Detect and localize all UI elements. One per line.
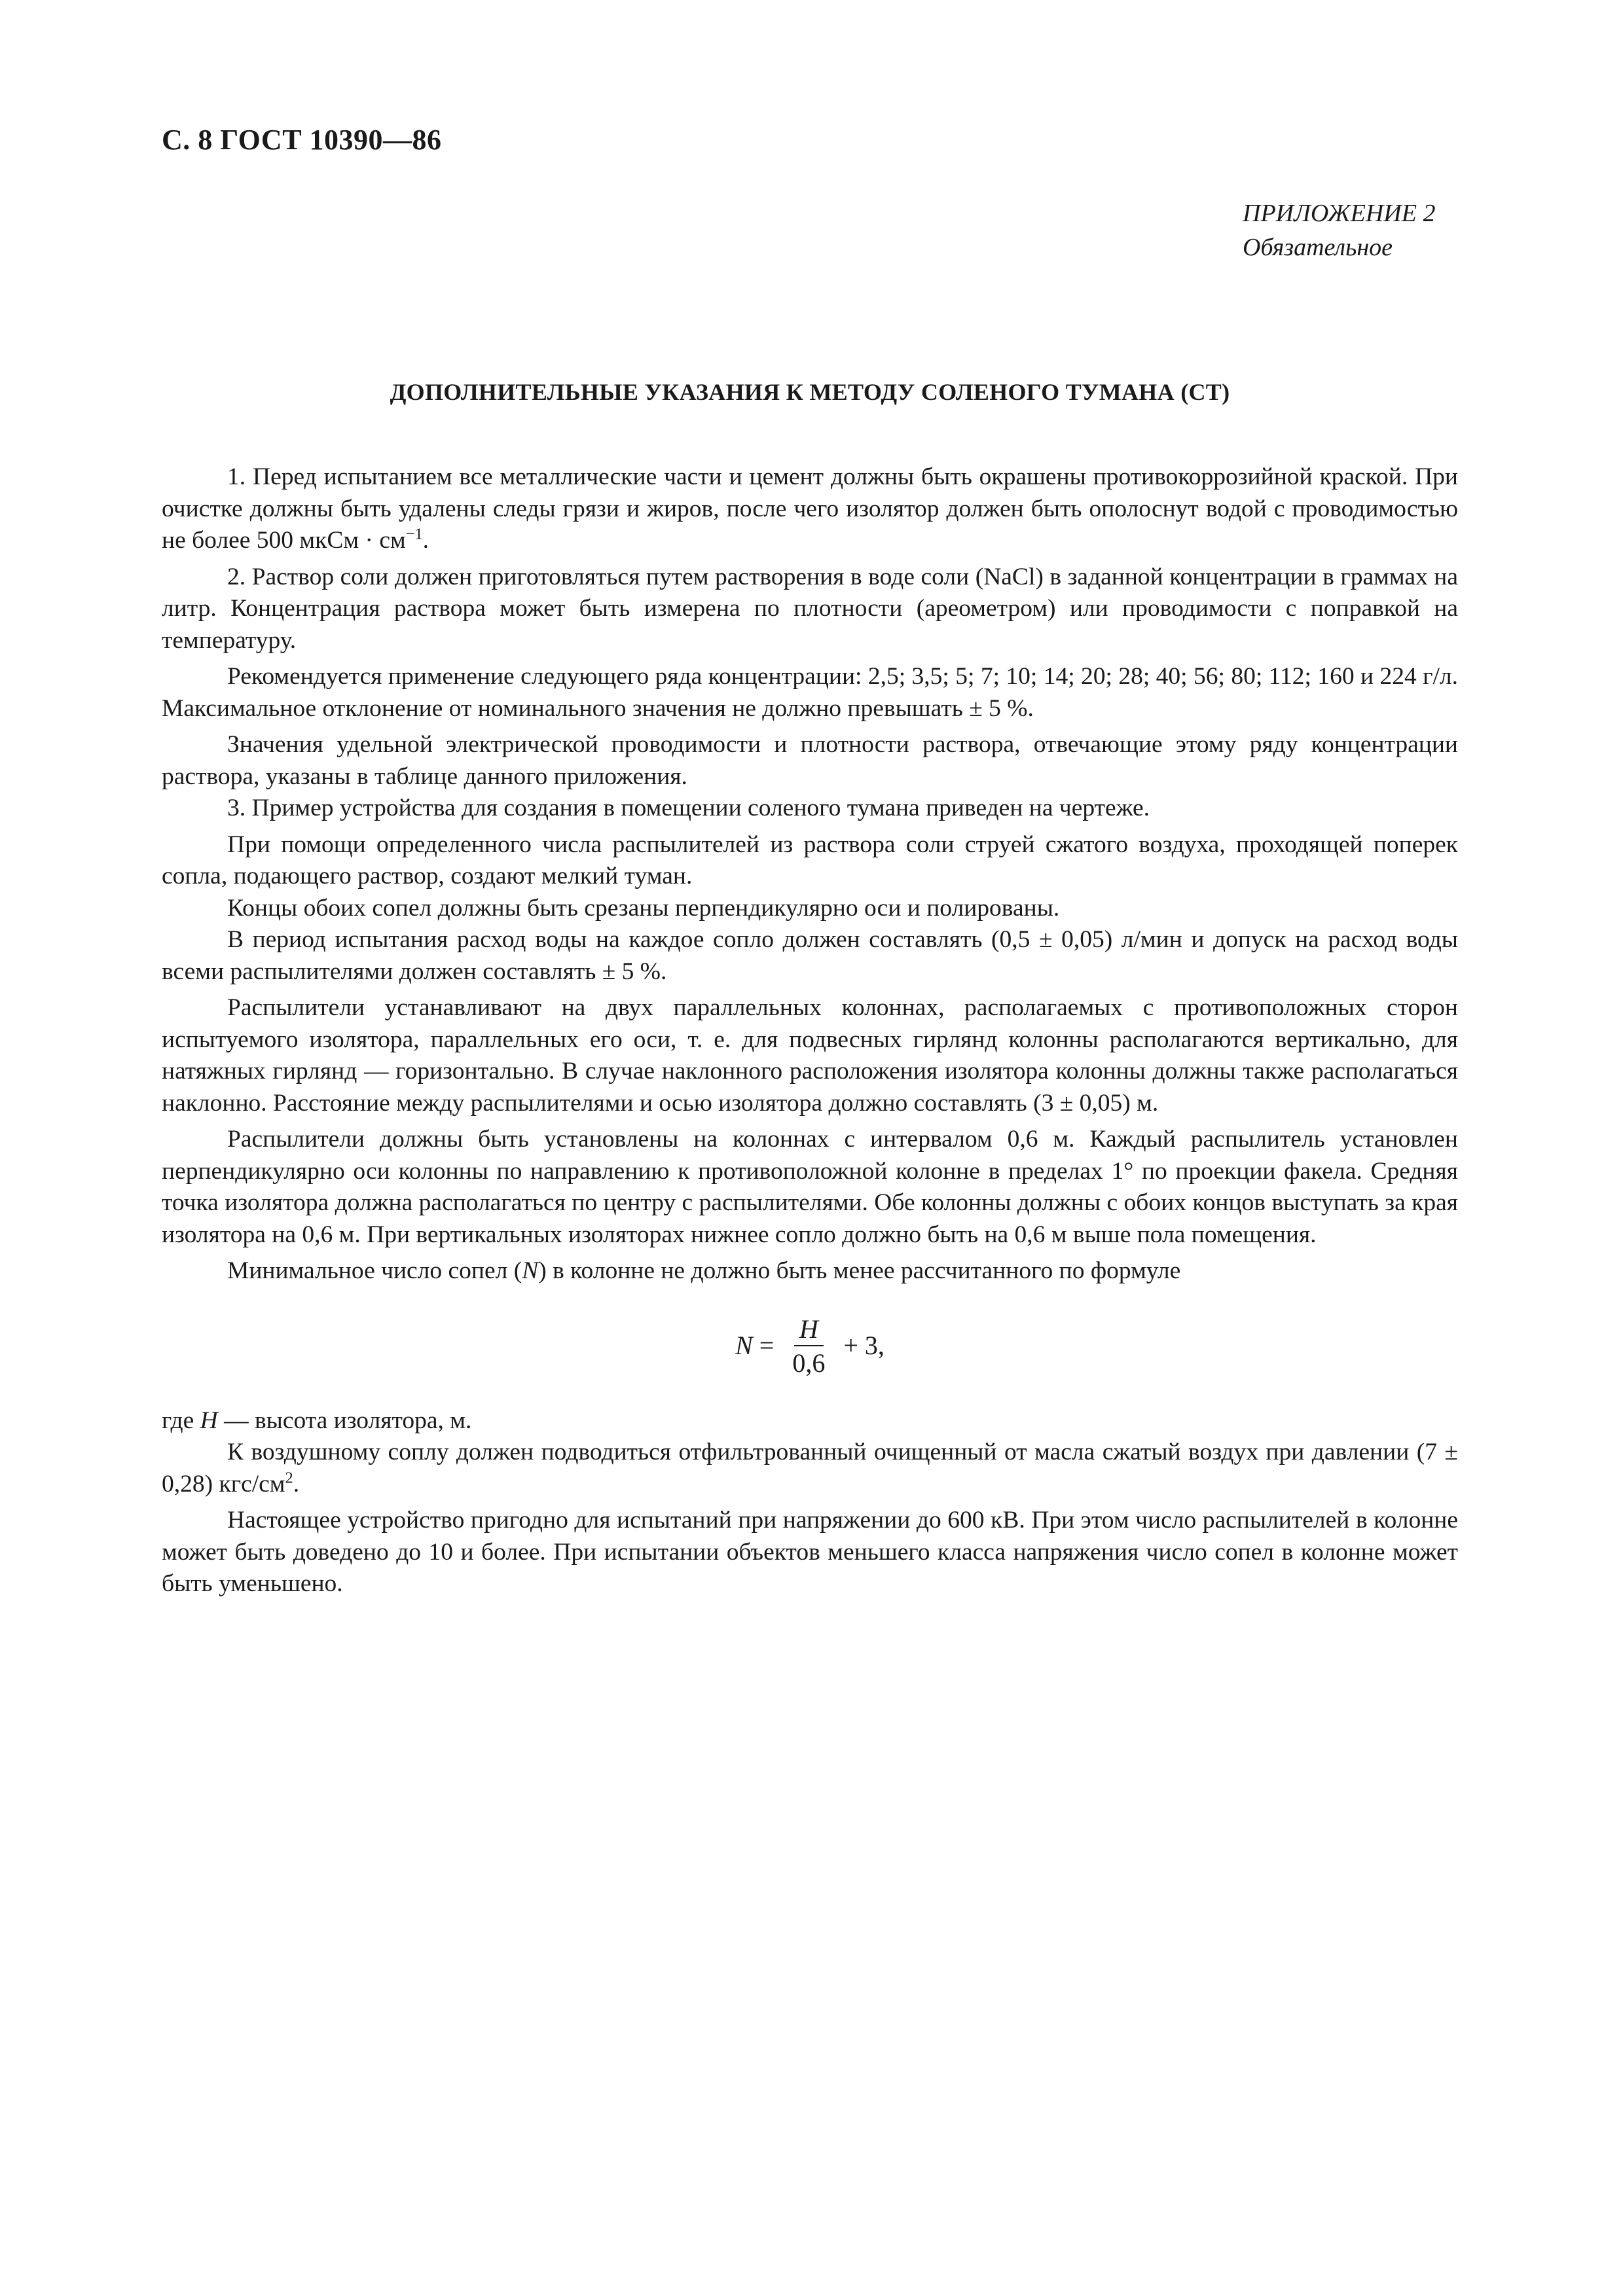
paragraph-14: Настоящее устройство пригодно для испытаний при напряжении до 600 кВ. При этом число распылителей в колонне может быть доведено до 10 и более. При испытании объектов меньшего класса напряжения число сопел в колонне может быть уменьшено. (162, 1507, 1458, 1597)
formula-numerator: H (794, 1315, 824, 1346)
paragraph-11-variable: N (522, 1257, 539, 1284)
paragraph-5: 3. Пример устройства для создания в помещении соленого тумана приведен на чертеже. (227, 795, 1150, 821)
paragraph-12-text-b: — высота изолятора, м. (217, 1407, 472, 1434)
paragraph-9: Распылители устанавливают на двух параллельных колоннах, располагаемых с противоположных сторон испытуемого изолятора, параллельных его оси, т. е. для подвесных гирлянд колонны располагаются вертикально, для натяжных гирлянд — горизонтально. В случае наклонного расположения изолятора колонны должны также располагаться наклонно. Расстояние между распылителями и осью изолятора должно составлять (3 ± 0,05) м. (162, 994, 1458, 1117)
paragraph-13 (162, 1437, 1458, 1500)
formula (162, 1287, 1458, 1405)
paragraph-7: Концы обоих сопел должны быть срезаны перпендикулярно оси и полированы. (227, 894, 1060, 922)
formula-lhs: N (735, 1331, 753, 1361)
appendix-label: ПРИЛОЖЕНИЕ 2 (1243, 200, 1436, 227)
paragraph-13-text: К воздушному соплу должен подводиться отфильтрованный очищенный от масла сжатый воздух при давлении (7 ± 0,28) кгс/см (162, 1439, 1458, 1498)
paragraph-11-text-a: Минимальное число сопел ( (227, 1257, 522, 1284)
paragraph-4: Значения удельной электрической проводимости и плотности раствора, отвечающие этому ряду концентрации раствора, указаны в таблице данного приложения. (162, 731, 1458, 790)
paragraph-12 (162, 1405, 1458, 1437)
paragraph-13-superscript: 2 (285, 1469, 293, 1486)
paragraph-1-text: 1. Перед испытанием все металлические части и цемент должны быть окрашены противокоррозийной краской. При очистке должны быть удалены следы грязи и жиров, после чего изолятор должен быть ополоснут водой с проводимостью не более 500 мкСм · см (162, 463, 1458, 554)
paragraph-3: Рекомендуется применение следующего ряда концентрации: 2,5; 3,5; 5; 7; 10; 14; 20; 28; 40; 56; 80; 112; 160 и 224 г/л. Максимальное отклонение от номинального значения не должно превышать ± 5 %. (162, 663, 1458, 722)
formula-fraction (787, 1315, 830, 1378)
paragraph-8: В период испытания расход воды на каждое сопло должен составлять (0,5 ± 0,05) л/мин и допуск на расход воды всеми распылителями должен составлять ± 5 %. (162, 926, 1458, 985)
paragraph-11 (162, 1255, 1458, 1287)
page-header: С. 8 ГОСТ 10390—86 (162, 124, 442, 156)
paragraph-11-text-b: ) в колонне не должно быть менее рассчитанного по формуле (538, 1257, 1181, 1284)
appendix-status: Обязательное (1243, 234, 1393, 261)
paragraph-1-end: . (422, 527, 429, 554)
paragraph-12-variable: H (200, 1407, 218, 1434)
formula-denominator: 0,6 (792, 1348, 826, 1378)
paragraph-13-end: . (293, 1470, 300, 1498)
formula-equals: = (752, 1331, 781, 1361)
appendix-block (1243, 196, 1435, 264)
paragraph-6: При помощи определенного числа распылителей из раствора соли струей сжатого воздуха, проходящей поперек сопла, подающего раствор, создают мелкий туман. (162, 831, 1458, 889)
paragraph-1 (162, 461, 1458, 557)
paragraph-1-superscript: −1 (405, 525, 423, 543)
formula-rest: + 3, (837, 1331, 884, 1361)
paragraph-10: Распылители должны быть установлены на колоннах с интервалом 0,6 м. Каждый распылитель установлен перпендикулярно оси колонны по направлению к противоположной колонне в пределах 1° по проекции факела. Средняя точка изолятора должна располагаться по центру с распылителями. Обе колонны должны с обоих концов выступать за края изолятора на 0,6 м. При вертикальных изоляторах нижнее сопло должно быть на 0,6 м выше пола помещения. (162, 1126, 1458, 1248)
body-text (162, 461, 1458, 1600)
paragraph-2: 2. Раствор соли должен приготовляться путем растворения в воде соли (NaCl) в заданной концентрации в граммах на литр. Концентрация раствора может быть измерена по плотности (ареометром) или проводимости с поправкой на температуру. (162, 563, 1458, 654)
document-title: ДОПОЛНИТЕЛЬНЫЕ УКАЗАНИЯ К МЕТОДУ СОЛЕНОГО ТУМАНА (СТ) (390, 379, 1230, 405)
paragraph-12-text-a: где (162, 1407, 200, 1434)
